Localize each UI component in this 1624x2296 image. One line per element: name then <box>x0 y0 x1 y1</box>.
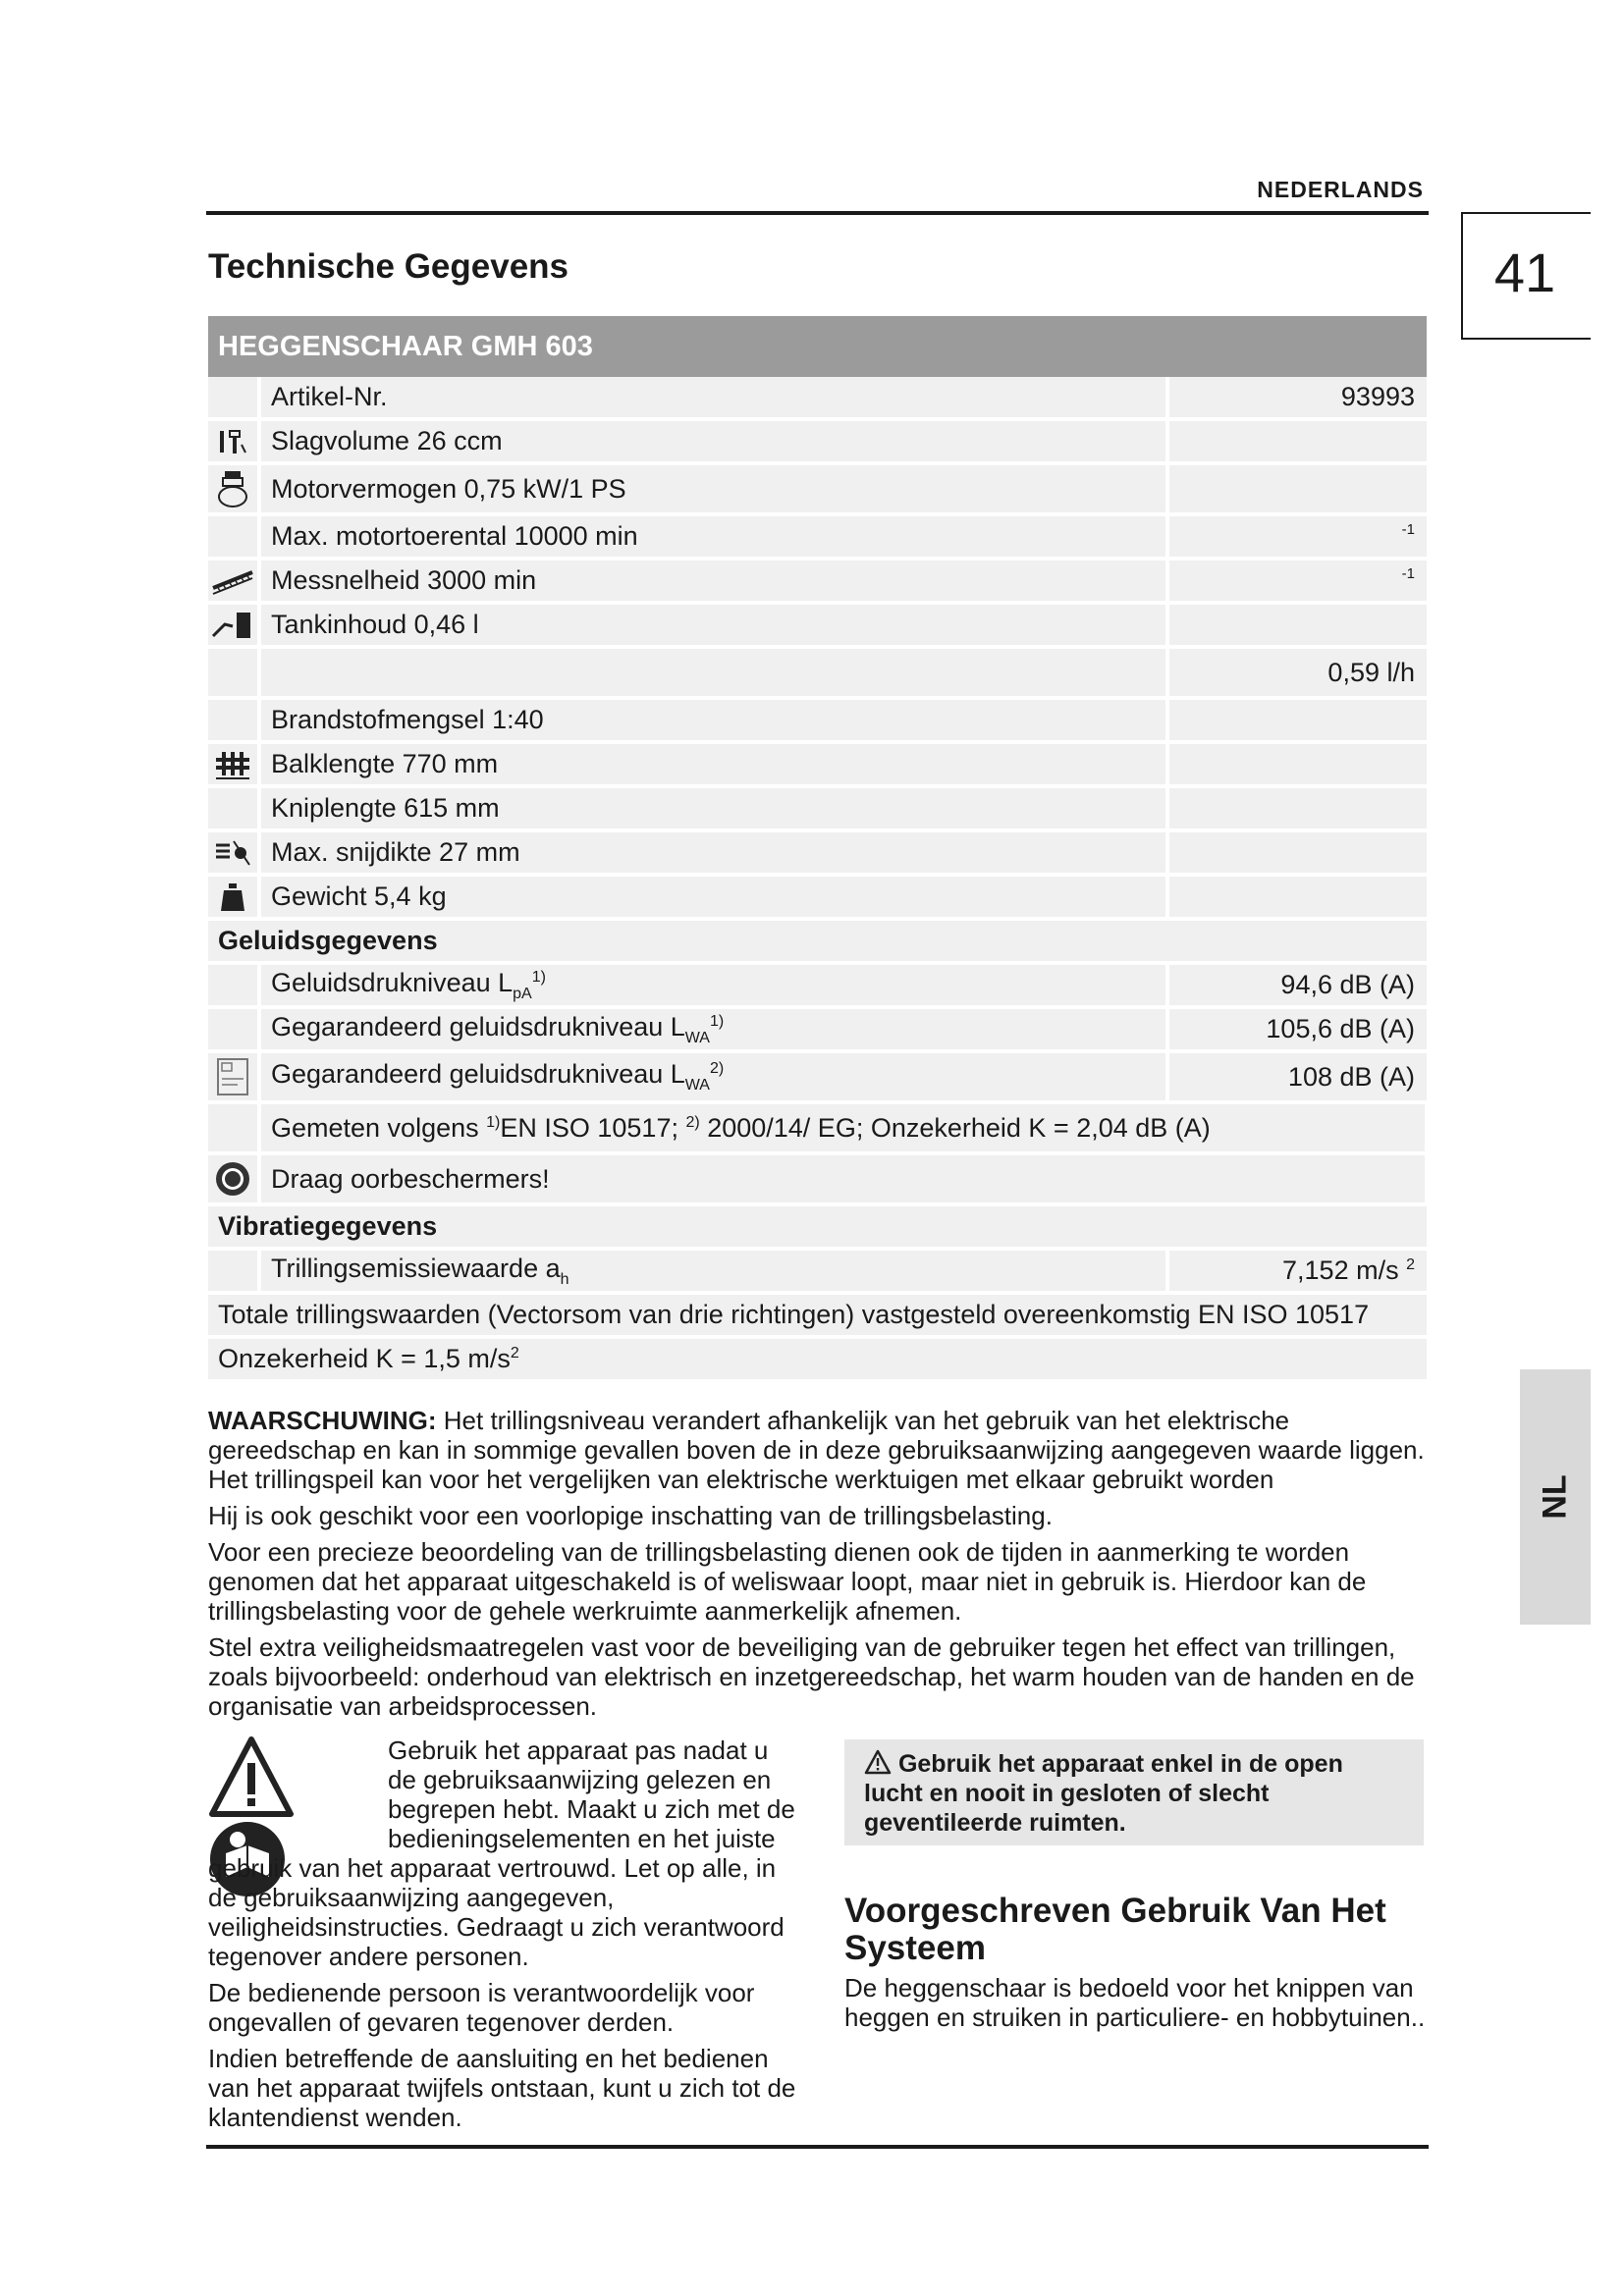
row-value-sup: 2 <box>1406 1256 1415 1273</box>
row-label: Artikel-Nr. <box>259 377 1167 419</box>
page-number: 41 <box>1493 241 1556 303</box>
row-label: Slagvolume 26 ccm <box>259 419 1167 463</box>
footer-rule <box>206 2145 1429 2149</box>
sound-level-label-icon <box>216 1057 249 1096</box>
displacement-icon <box>216 425 249 458</box>
row-value <box>1167 603 1427 647</box>
row-label-sub: pA <box>513 985 532 1002</box>
row-icon-cell <box>208 1007 259 1051</box>
table-row <box>208 963 1427 1007</box>
row-label: Brandstofmengsel 1:40 <box>259 698 1167 742</box>
row-label: Motorvermogen 0,75 kW/1 PS <box>259 463 1167 514</box>
row-value: -1 <box>1401 564 1415 582</box>
row-label-sup: 1) <box>531 968 546 986</box>
table-row <box>208 1051 1427 1102</box>
table-row <box>208 1153 1427 1204</box>
warning-triangle-icon <box>208 1735 295 1820</box>
instruction-paragraph: Indien betreffende de aansluiting en het bedienen van het apparaat twijfels ontstaan, kunt u zich tot de klantendienst wenden. <box>208 2044 796 2132</box>
row-label: Tankinhoud 0,46 l <box>259 603 1167 647</box>
row-icon-cell <box>208 647 259 698</box>
blade-icon <box>211 566 254 596</box>
row-value <box>1167 698 1427 742</box>
row-label-sup: 2) <box>709 1060 725 1077</box>
row-label: Kniplengte 615 mm <box>259 786 1167 830</box>
usage-title: Voorgeschreven Gebruik Van Het Systeem <box>844 1892 1386 1967</box>
table-group-row <box>208 1204 1427 1249</box>
warning-triangle-icon <box>864 1749 892 1775</box>
table-row <box>208 603 1427 647</box>
table-row <box>208 1293 1427 1337</box>
row-value <box>1167 463 1427 514</box>
row-value <box>1167 419 1427 463</box>
table-row <box>208 463 1427 514</box>
row-icon-cell <box>208 1102 259 1153</box>
spec-table <box>208 316 1429 1383</box>
header-rule <box>206 211 1429 215</box>
section-title: Technische Gegevens <box>208 247 569 286</box>
warning-paragraph: Stel extra veiligheidsmaatregelen vast voor de beveiliging van de gebruiker tegen het effect van trillingen, zoals bijvoorbeeld: onderhoud van elektrisch en inzetgereedschap, het warm houden van de handen en de organisatie van arbeidsprocessen. <box>208 1632 1415 1721</box>
row-icon-cell <box>208 1249 259 1293</box>
measured-according: Gemeten volgens $^{1)}$EN ISO 10517; $^{2)}$ 2000/14/ EG; Onzekerheid K = 2,04 dB (A) <box>259 1102 1427 1153</box>
table-row <box>208 1007 1427 1051</box>
row-label: Max. snijdikte 27 mm <box>259 830 1167 875</box>
ear-protection-icon <box>214 1160 251 1198</box>
row-icon-cell <box>208 514 259 559</box>
fuel-tank-icon <box>211 609 254 642</box>
vibration-heading: Vibratiegegevens <box>208 1204 1427 1249</box>
warning-block <box>208 1406 1426 1728</box>
uncertainty-text: Onzekerheid K = 1,5 $m/s^2$ <box>208 1337 1427 1381</box>
row-value <box>1167 875 1427 919</box>
table-row <box>208 786 1427 830</box>
row-label: Max. motortoerental 10000 min <box>259 514 1167 559</box>
row-value: 94,6 dB (A) <box>1167 963 1427 1007</box>
warning-paragraph: Voor een precieze beoordeling van de trillingsbelasting dienen ook de tijden in aanmerking te worden genomen dat het apparaat uitgeschakeld is of weliswaar loopt, maar niet in gebruik is. Hierdoor kan de trillingsbelasting voor de gehele werkruimte aanmerkelijk afnemen. <box>208 1537 1367 1626</box>
table-row <box>208 1102 1427 1153</box>
row-icon-cell <box>208 377 259 419</box>
table-row <box>208 514 1427 559</box>
instruction-paragraph: Gebruik het apparaat pas nadat u de gebruiksaanwijzing gelezen en begrepen hebt. Maakt u zich met de bedieningselementen en het juiste gebruik van het apparaat vertrouwd. Let op alle, in de gebruiksaanwijzing aangegeven, veiligheidsinstructies. Gedraagt u zich verantwoord tegenover andere personen. <box>208 1735 795 1971</box>
warning-label: WAARSCHUWING: <box>208 1406 437 1435</box>
row-value: 7,152 m/s <box>1282 1255 1399 1285</box>
row-label-sub: WA <box>684 1029 710 1046</box>
instruction-paragraph: De bedienende persoon is verantwoordelijk voor ongevallen of gevaren tegenover derden. <box>208 1978 755 2037</box>
row-value: 105,6 dB (A) <box>1167 1007 1427 1051</box>
row-value: 0,59 l/h <box>1167 647 1427 698</box>
row-icon-cell <box>208 786 259 830</box>
warning-paragraph: WAARSCHUWING: Het trillingsniveau verandert afhankelijk van het gebruik van het elektrische gereedschap en kan in sommige gevallen boven de in deze gebruiksaanwijzing aangegeven waarde liggen. Het trillingspeil kan voor het vergelijken van elektrische werktuigen met elkaar gebruikt worden <box>208 1406 1425 1494</box>
table-row <box>208 875 1427 919</box>
engine-icon <box>215 469 250 508</box>
row-label: Trillingsemissiewaarde a <box>271 1253 561 1283</box>
row-value: -1 <box>1401 520 1415 538</box>
table-row <box>208 742 1427 786</box>
language-side-tab <box>1520 1369 1591 1625</box>
row-label <box>259 647 1167 698</box>
side-tab-label: NL <box>1536 1474 1574 1520</box>
table-row <box>208 647 1427 698</box>
row-label: Geluidsdrukniveau L <box>271 967 514 997</box>
row-value: 108 dB (A) <box>1167 1051 1427 1102</box>
warning-paragraph: Hij is ook geschikt voor een voorlopige inschatting van de trillingsbelasting. <box>208 1501 1053 1530</box>
row-label: Balklengte 770 mm <box>259 742 1167 786</box>
ear-protection-text: Draag oorbeschermers! <box>259 1153 1427 1204</box>
row-label: Gegarandeerd geluidsdrukniveau L <box>271 1059 685 1089</box>
row-icon-cell <box>208 963 259 1007</box>
row-label: Messnelheid 3000 min <box>259 559 1167 603</box>
table-header-row <box>208 316 1427 377</box>
row-label-sup: 1) <box>709 1012 725 1030</box>
row-value <box>1167 742 1427 786</box>
row-label: Gegarandeerd geluidsdrukniveau L <box>271 1011 685 1041</box>
table-title: HEGGENSCHAAR GMH 603 <box>208 316 1427 377</box>
row-label: Gewicht 5,4 kg <box>259 875 1167 919</box>
header-language: NEDERLANDS <box>1257 177 1424 202</box>
table-group-row <box>208 919 1427 963</box>
row-value: 93993 <box>1167 377 1427 419</box>
row-value <box>1167 786 1427 830</box>
table-row <box>208 1337 1427 1381</box>
row-label-sub: h <box>560 1270 569 1288</box>
callout-text: Gebruik het apparaat enkel in de open lucht en nooit in gesloten of slecht geventileerde ruimten. <box>864 1750 1343 1837</box>
table-row <box>208 419 1427 463</box>
row-label-sub: WA <box>684 1077 710 1094</box>
usage-text: De heggenschaar is bedoeld voor het knippen van heggen en struiken in particuliere- en hobbytuinen.. <box>844 1973 1426 2032</box>
instructions-column <box>208 1735 797 2139</box>
row-icon-cell <box>208 698 259 742</box>
table-row <box>208 559 1427 603</box>
table-row <box>208 1249 1427 1293</box>
table-row <box>208 377 1427 419</box>
bar-length-icon <box>214 748 251 781</box>
table-row <box>208 830 1427 875</box>
total-vibration-text: Totale trillingswaarden (Vectorsom van drie richtingen) vastgesteld overeenkomstig EN ISO 10517 <box>208 1293 1427 1337</box>
table-row <box>208 698 1427 742</box>
sound-heading: Geluidsgegevens <box>208 919 1427 963</box>
row-value <box>1167 830 1427 875</box>
weight-icon <box>218 881 247 913</box>
ventilation-callout <box>844 1739 1424 1845</box>
cutting-thickness-icon <box>214 837 251 869</box>
